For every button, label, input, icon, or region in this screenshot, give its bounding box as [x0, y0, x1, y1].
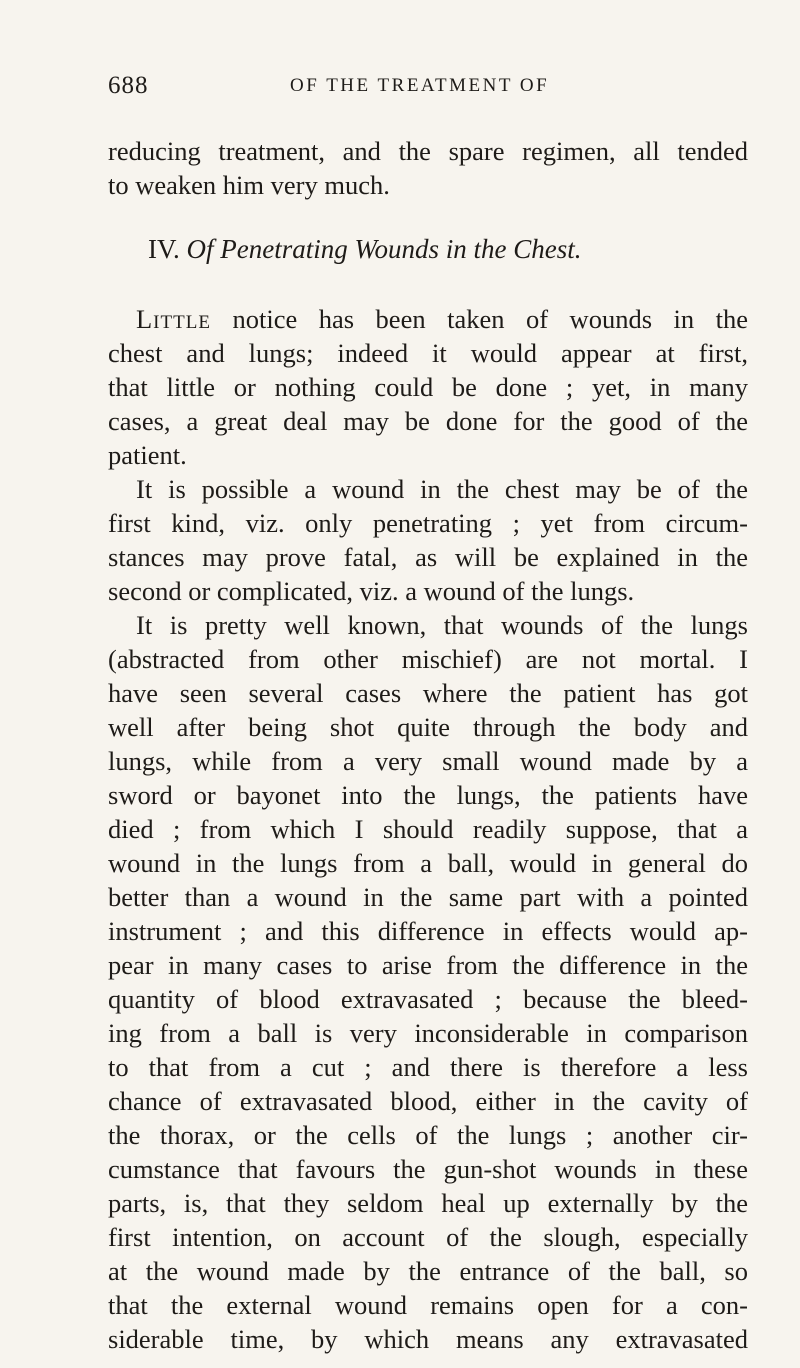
lead-word: Little: [136, 304, 211, 334]
text-line: chest and lungs; indeed it would appear at first,: [108, 338, 748, 368]
text-line: siderable time, by which means any extravasated: [108, 1324, 748, 1354]
text-line: (abstracted from other mischief) are not mortal. I: [108, 644, 748, 674]
text-line: better than a wound in the same part with a pointed: [108, 882, 748, 912]
page-number: 688: [108, 72, 149, 99]
page-header: [108, 72, 748, 112]
text-line: sword or bayonet into the lungs, the patients have: [108, 780, 748, 810]
text-line: It is pretty well known, that wounds of the lungs: [136, 610, 748, 640]
text-line: died ; from which I should readily suppose, that a: [108, 814, 748, 844]
text-line: It is possible a wound in the chest may be of the: [136, 474, 748, 504]
text-line: second or complicated, viz. a wound of the lungs.: [108, 576, 635, 606]
text-line: to weaken him very much.: [108, 170, 390, 200]
text-line: well after being shot quite through the body and: [108, 712, 748, 742]
text-line: first kind, viz. only penetrating ; yet from circum-: [108, 508, 748, 538]
text-line: the thorax, or the cells of the lungs ; another cir-: [108, 1120, 748, 1150]
text-line: reducing treatment, and the spare regimen, all tended: [108, 136, 748, 166]
first-line-rest: notice has been taken of wounds in the: [232, 304, 749, 334]
text-line: lungs, while from a very small wound made by a: [108, 746, 748, 776]
text-line: quantity of blood extravasated ; because the bleed-: [108, 984, 748, 1014]
text-line: patient.: [108, 440, 187, 470]
paragraph-first-line: [108, 302, 748, 336]
text-line: parts, is, that they seldom heal up externally by the: [108, 1188, 748, 1218]
text-line: wound in the lungs from a ball, would in general do: [108, 848, 748, 878]
text-line: that little or nothing could be done ; yet, in many: [108, 372, 748, 402]
text-line: stances may prove fatal, as will be explained in the: [108, 542, 748, 572]
text-line: cases, a great deal may be done for the good of the: [108, 406, 748, 436]
text-line: chance of extravasated blood, either in the cavity of: [108, 1086, 748, 1116]
text-line: at the wound made by the entrance of the ball, so: [108, 1256, 748, 1286]
text-line: first intention, on account of the slough, especially: [108, 1222, 748, 1252]
section-heading: [148, 232, 582, 266]
section-numeral: IV.: [148, 234, 180, 264]
text-line: that the external wound remains open for a con-: [108, 1290, 748, 1320]
running-head: OF THE TREATMENT OF: [290, 75, 550, 96]
text-line: instrument ; and this difference in effects would ap-: [108, 916, 748, 946]
text-line: pear in many cases to arise from the difference in the: [108, 950, 748, 980]
text-line: have seen several cases where the patient has got: [108, 678, 748, 708]
text-line: ing from a ball is very inconsiderable in comparison: [108, 1018, 748, 1048]
text-line: to that from a cut ; and there is therefore a less: [108, 1052, 748, 1082]
text-line: cumstance that favours the gun-shot wounds in these: [108, 1154, 748, 1184]
section-title: Of Penetrating Wounds in the Chest.: [186, 234, 582, 264]
